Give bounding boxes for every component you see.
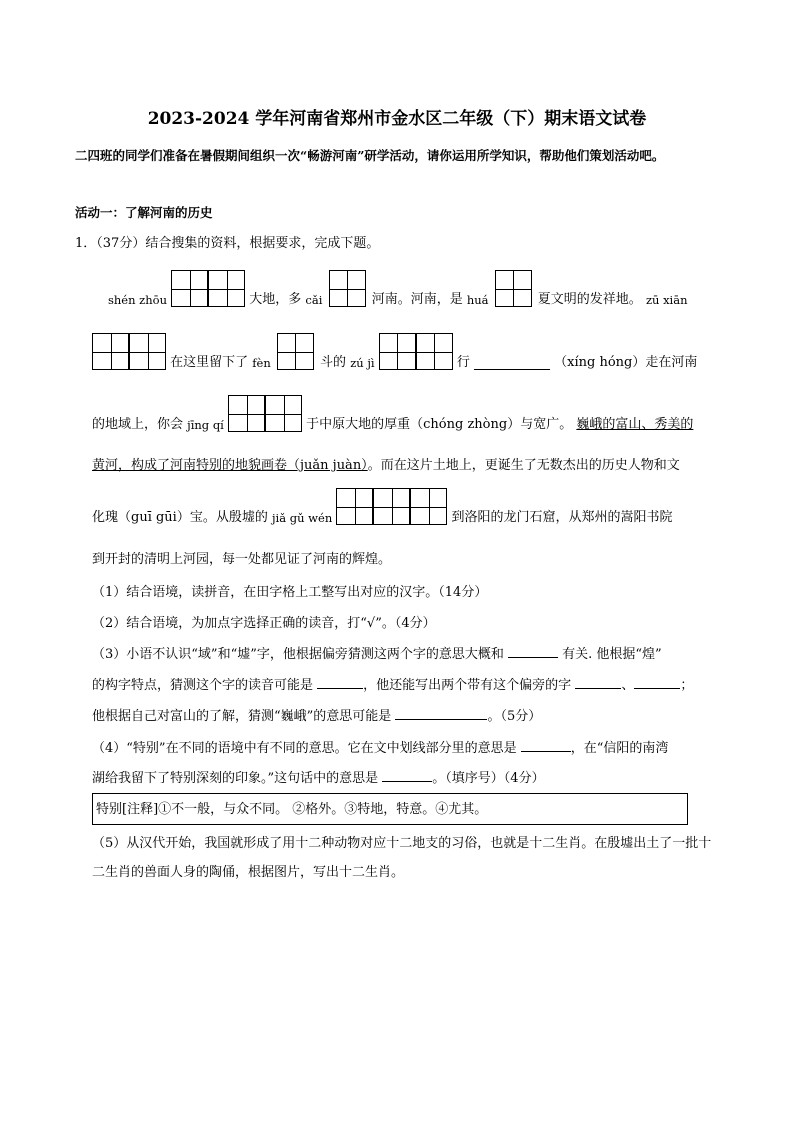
passage-text: 斗的 [320, 355, 347, 370]
passage-line-5 [92, 488, 720, 532]
sub-question-3-line-3 [92, 705, 541, 724]
pinyin: shén zhōu [108, 293, 167, 307]
answer-blank[interactable] [382, 767, 432, 782]
tianzige-box[interactable] [265, 395, 302, 432]
passage-text: 行 [456, 355, 470, 370]
passage-text: 河南。河南，是 [371, 292, 463, 307]
question-text: 的构字特点，猜测这个字的读音可能是 [92, 678, 314, 693]
tianzige-box[interactable] [495, 270, 532, 307]
question-text: 他根据自己对富山的了解，猜测“巍峨”的意思可能是 [92, 709, 392, 724]
intro-paragraph: 二四班的同学们准备在暑假期间组织一次“畅游河南”研学活动，请你运用所学知识，帮助他们策划活动吧。 [75, 148, 665, 163]
question-text: 湖给我留下了特别深刻的印象。”这句话中的意思是 [92, 771, 379, 786]
pinyin: jiǎ gǔ wén [271, 511, 333, 525]
page-title: 2023-2024 学年河南省郑州市金水区二年级（下）期末语文试卷 [147, 109, 647, 129]
passage-line-4 [92, 454, 680, 473]
underlined-text: 巍峨的富山、秀美的 [576, 417, 694, 432]
passage-line-6: 到开封的清明上河园，每一处都见证了河南的辉煌。 [92, 552, 392, 567]
tianzige-box[interactable] [379, 333, 416, 370]
definition-note-box: 特别[注释]①不一般，与众不同。 ②格外。③特地，特意。④尤其。 [92, 793, 688, 825]
tianzige-box[interactable] [336, 488, 373, 525]
question-text: ，在“信阳的南湾 [570, 741, 669, 756]
tianzige-box[interactable] [92, 333, 129, 370]
sub-question-4-line-1 [92, 737, 668, 756]
answer-blank[interactable] [474, 355, 550, 370]
passage-text: 夏文明的发祥地。 [537, 292, 642, 307]
tianzige-box[interactable] [410, 488, 447, 525]
answer-blank[interactable] [395, 705, 487, 720]
tianzige-box[interactable] [416, 333, 453, 370]
passage-text: 化瑰（guī gūi）宝。从殷墟的 [92, 510, 268, 525]
passage-line-3 [92, 395, 720, 439]
tianzige-box[interactable] [129, 333, 166, 370]
sub-question-3-line-1 [92, 643, 662, 662]
passage-text: 在这里留下了 [170, 355, 249, 370]
answer-blank[interactable] [317, 674, 363, 689]
question-text: ，他还能写出两个带有这个偏旁的字 [363, 678, 572, 693]
tianzige-box[interactable] [208, 270, 245, 307]
question-text: 有关. 他根据“煌” [562, 647, 662, 662]
question-text: 。（填序号）（4分） [432, 771, 545, 786]
tianzige-box[interactable] [329, 270, 366, 307]
passage-text: 的地域上，你会 [92, 417, 184, 432]
underlined-text: 黄河，构成了河南特别的地貌画卷（juǎn juàn） [92, 458, 368, 473]
pinyin: fèn [252, 356, 271, 370]
passage-text: （xíng hóng）走在河南 [554, 355, 698, 370]
passage-text: 于中原大地的厚重（chóng zhòng）与宽广。 [306, 417, 573, 432]
passage-text: 。而在这片土地上，更诞生了无数杰出的历史人物和文 [367, 458, 680, 473]
activity-heading: 活动一：了解河南的历史 [75, 205, 213, 220]
pinyin: zū xiān [645, 293, 688, 307]
answer-blank[interactable] [508, 643, 558, 658]
passage-line-1 [108, 270, 722, 314]
question-text: 。（5分） [487, 709, 542, 724]
sub-question-5: （5）从汉代开始，我国就形成了用十二种动物对应十二地支的习俗，也就是十二生肖。在殷墟出土了一批十二生肖的兽面人身的陶俑，根据图片，写出十二生肖。 [92, 836, 712, 880]
tianzige-box[interactable] [373, 488, 410, 525]
question-text: （3）小语不认识“域”和“墟”字，他根据偏旁猜测这两个字的意思大概和 [92, 647, 504, 662]
pinyin: jīng qí [187, 418, 224, 432]
answer-blank[interactable] [575, 674, 621, 689]
answer-blank[interactable] [521, 737, 571, 752]
tianzige-box[interactable] [228, 395, 265, 432]
question-text: 、 [621, 678, 635, 693]
sub-question-3-line-2 [92, 674, 693, 693]
passage-text: 到洛阳的龙门石窟，从郑州的嵩阳书院 [451, 510, 673, 525]
sub-question-2: （2）结合语境，为加点字选择正确的读音，打“√”。（4分） [92, 616, 436, 631]
pinyin: huá [466, 293, 489, 307]
question-text: （4）“特别”在不同的语境中有不同的意思。它在文中划线部分里的意思是 [92, 741, 517, 756]
sub-question-1: （1）结合语境，读拼音，在田字格上工整写出对应的汉字。（14分） [92, 585, 488, 600]
pinyin: zú jì [350, 356, 375, 370]
passage-line-2 [92, 333, 720, 377]
pinyin: cǎi [305, 293, 323, 307]
sub-question-4-line-2 [92, 767, 545, 786]
question-1-stem: 1．（37分）结合搜集的资料，根据要求，完成下题。 [75, 236, 380, 251]
passage-text: 大地，多 [249, 292, 302, 307]
tianzige-box[interactable] [171, 270, 208, 307]
answer-blank[interactable] [634, 674, 680, 689]
tianzige-box[interactable] [277, 333, 314, 370]
question-text: ； [680, 678, 694, 693]
